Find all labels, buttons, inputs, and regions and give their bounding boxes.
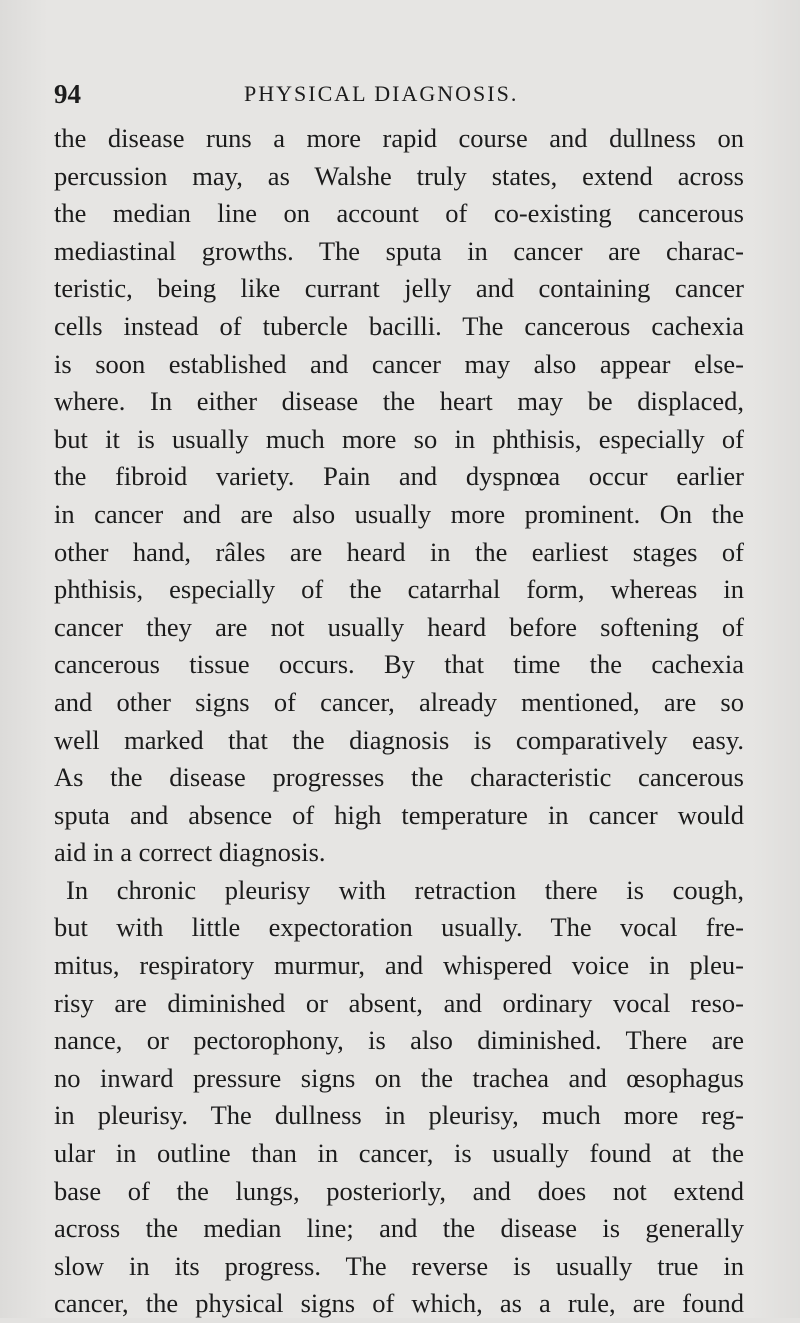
text-line: mitus, respiratory murmur, and whispered voice in pleu-	[54, 950, 744, 981]
text-line: across the median line; and the disease is generally	[54, 1213, 744, 1244]
page-number: 94	[54, 79, 81, 109]
text-line: cancer they are not usually heard before softening of	[54, 611, 744, 642]
text-line: sputa and absence of high temperature in cancer would	[54, 799, 744, 830]
text-line: the median line on account of co-existing cancerous	[54, 198, 744, 229]
text-line: teristic, being like currant jelly and containing cancer	[54, 273, 744, 304]
text-line: cancerous tissue occurs. By that time the cachexia	[54, 649, 744, 680]
paragraph-start-line: In chronic pleurisy with retraction there is cough,	[66, 874, 744, 905]
text-line: the fibroid variety. Pain and dyspnœa occur earlier	[54, 461, 744, 492]
text-line: well marked that the diagnosis is comparatively easy.	[54, 724, 744, 755]
text-line: no inward pressure signs on the trachea and œsophagus	[54, 1062, 744, 1093]
text-line: is soon established and cancer may also appear else-	[54, 348, 744, 379]
text-line: the disease runs a more rapid course and dullness on	[54, 123, 744, 153]
text-line: but with little expectoration usually. The vocal fre-	[54, 912, 744, 943]
text-line: where. In either disease the heart may be displaced,	[54, 386, 744, 417]
text-line: nance, or pectorophony, is also diminished. There are	[54, 1025, 744, 1056]
running-head-title: PHYSICAL DIAGNOSIS.	[244, 81, 519, 106]
text-line: and other signs of cancer, already mentioned, are so	[54, 686, 744, 717]
text-line: cells instead of tubercle bacilli. The cancerous cachexia	[54, 310, 744, 341]
text-line: As the disease progresses the characteristic cancerous	[54, 762, 744, 793]
paragraph-end-line: aid in a correct diagnosis.	[54, 837, 326, 868]
text-line: base of the lungs, posteriorly, and does not extend	[54, 1175, 744, 1206]
text-line: in pleurisy. The dullness in pleurisy, much more reg-	[54, 1100, 744, 1131]
text-line: other hand, râles are heard in the earliest stages of	[54, 536, 744, 567]
body-text	[54, 120, 744, 1323]
text-line: mediastinal growths. The sputa in cancer are charac-	[54, 235, 744, 266]
running-head	[54, 76, 704, 112]
text-line: risy are diminished or absent, and ordinary vocal reso-	[54, 987, 744, 1018]
text-line: but it is usually much more so in phthisis, especially of	[54, 423, 744, 454]
text-line: phthisis, especially of the catarrhal form, whereas in	[54, 574, 744, 605]
text-line: percussion may, as Walshe truly states, extend across	[54, 160, 744, 191]
text-line: in cancer and are also usually more prominent. On the	[54, 498, 744, 529]
text-line: slow in its progress. The reverse is usually true in	[54, 1250, 744, 1281]
text-line: ular in outline than in cancer, is usually found at the	[54, 1138, 744, 1169]
text-line: cancer, the physical signs of which, as a rule, are found	[54, 1288, 744, 1319]
